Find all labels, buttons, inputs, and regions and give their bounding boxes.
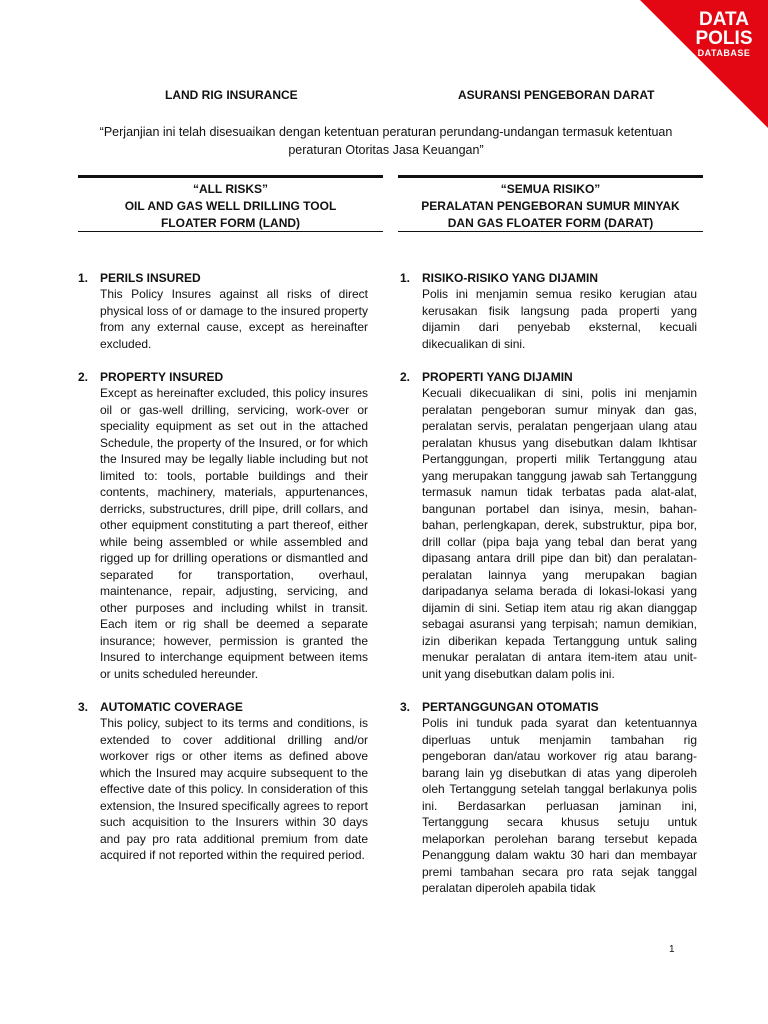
section-body: This Policy Insures against all risks of direct physical loss of or damage to the insured property from any external cause, except as hereinafter excluded. bbox=[100, 287, 368, 351]
page-number: 1 bbox=[669, 944, 675, 955]
section-number: 1. bbox=[78, 271, 89, 285]
form-header-line: DAN GAS FLOATER FORM (DARAT) bbox=[447, 216, 654, 230]
section-heading bbox=[78, 270, 368, 286]
section-title: AUTOMATIC COVERAGE bbox=[100, 700, 243, 714]
section-risiko-dijamin bbox=[400, 270, 697, 352]
section-automatic-coverage bbox=[78, 699, 368, 864]
section-title: PROPERTY INSURED bbox=[100, 370, 224, 384]
brand-wordmark bbox=[688, 10, 760, 58]
section-body: Polis ini menjamin semua resiko kerugian atau kerusakan fisik langsung pada properti yang dijamin dari penyebab eksternal, kecuali dikecualikan di sini. bbox=[422, 287, 697, 351]
section-number: 3. bbox=[400, 700, 411, 714]
indonesian-column bbox=[400, 270, 697, 914]
english-column bbox=[78, 270, 368, 881]
section-number: 2. bbox=[78, 370, 89, 384]
section-heading bbox=[78, 369, 368, 385]
section-heading bbox=[78, 699, 368, 715]
section-number: 2. bbox=[400, 370, 411, 384]
form-header-indonesian bbox=[398, 175, 703, 232]
form-header-line: FLOATER FORM (LAND) bbox=[160, 216, 301, 230]
section-properti-dijamin bbox=[400, 369, 697, 682]
section-perils-insured bbox=[78, 270, 368, 352]
brand-line-3: DATABASE bbox=[697, 48, 751, 58]
section-heading bbox=[400, 699, 697, 715]
brand-line-2: POLIS bbox=[695, 28, 753, 49]
section-property-insured bbox=[78, 369, 368, 682]
section-pertanggungan-otomatis bbox=[400, 699, 697, 897]
brand-logo bbox=[618, 0, 768, 128]
section-title: PERTANGGUNGAN OTOMATIS bbox=[422, 700, 599, 714]
form-header-english bbox=[78, 175, 383, 232]
form-header-line: PERALATAN PENGEBORAN SUMUR MINYAK bbox=[421, 199, 680, 213]
regulatory-disclaimer: “Perjanjian ini telah disesuaikan dengan ketentuan peraturan perundang-undangan termasuk ketentuan peraturan Otoritas Jasa Keuangan” bbox=[99, 125, 673, 157]
title-english: LAND RIG INSURANCE bbox=[165, 88, 298, 102]
form-header-line: “ALL RISKS” bbox=[192, 182, 269, 196]
section-heading bbox=[400, 369, 697, 385]
section-number: 3. bbox=[78, 700, 89, 714]
form-header-line: “SEMUA RISIKO” bbox=[500, 182, 601, 196]
section-title: RISIKO-RISIKO YANG DIJAMIN bbox=[422, 271, 599, 285]
section-number: 1. bbox=[400, 271, 411, 285]
section-title: PROPERTI YANG DIJAMIN bbox=[422, 370, 573, 384]
title-indonesian: ASURANSI PENGEBORAN DARAT bbox=[458, 88, 655, 102]
section-body: Kecuali dikecualikan di sini, polis ini menjamin peralatan pengeboran sumur minyak dan gas, peralatan servis, peralatan pengerjaan ulang atau peralatan khusus yang disebutkan dalam Ikhtisar Pertanggungan, properti milik Tertanggung atau yang merupakan tanggung jawab sah Tertanggung termasuk namun tidak terbatas pada alat-alat, bangunan portabel dan isinya, mesin, bahan-bahan, perlengkapan, derek, substruktur, pipa bor, drill collar (pipa baja yang tebal dan berat yang dipasang antara drill pipe dan bit) dan peralatan-peralatan lainnya yang merupakan bagian daripadanya selama berada di lokasi-lokasi yang dijamin di sini. Setiap item atau rig akan dianggap sebagai asuransi yang terpisah; namun demikian, izin diberikan kepada Tertanggung untuk saling menukar peralatan di antara item-item atau unit-unit yang disebutkan dalam polis ini. bbox=[422, 386, 697, 681]
section-body: Polis ini tunduk pada syarat dan ketentuannya diperluas untuk menjamin tambahan rig pengeboran dan/atau workover rig atau barang-barang lain yg disebutkan di atas yang diperoleh oleh Tertanggung setelah tanggal berlakunya polis ini. Berdasarkan perluasan jaminan ini, Tertanggung secara khusus setuju untuk melaporkan perolehan barang tersebut kepada Penanggung dalam waktu 30 hari dan membayar premi tambahan secara pro rata sejak tanggal peralatan diperoleh apabila tidak bbox=[422, 716, 697, 895]
section-body: Except as hereinafter excluded, this policy insures oil or gas-well drilling, servicing, work-over or speciality equipment as set out in the attached Schedule, the property of the Insured, or for which the Insured may be legally liable including but not limited to: tools, portable buildings and their contents, machinery, materials, appurtenances, derricks, substructures, drill pipe, drill collars, and other equipment constituting a part thereof, either while being assembled or while assembled and rigged up for drilling operations or dismantled and separated for transportation, overhaul, maintenance, repair, adjusting, servicing, and other purposes and including whilst in transit. Each item or rig shall be deemed a separate insurance; however, permission is granted the Insured to interchange equipment between items or units scheduled hereunder. bbox=[100, 386, 368, 681]
section-heading bbox=[400, 270, 697, 286]
section-body: This policy, subject to its terms and conditions, is extended to cover additional drilling and/or workover rigs or other items as defined above which the Insured may acquire subsequent to the effective date of this policy. In consideration of this extension, the Insured specifically agrees to report such acquisition to the Insurers within 30 days and pay pro rata additional premium from date acquired if not reported within the required period. bbox=[100, 716, 368, 862]
form-header-line: OIL AND GAS WELL DRILLING TOOL bbox=[124, 199, 337, 213]
section-title: PERILS INSURED bbox=[100, 271, 201, 285]
brand-line-1: DATA bbox=[699, 9, 749, 30]
